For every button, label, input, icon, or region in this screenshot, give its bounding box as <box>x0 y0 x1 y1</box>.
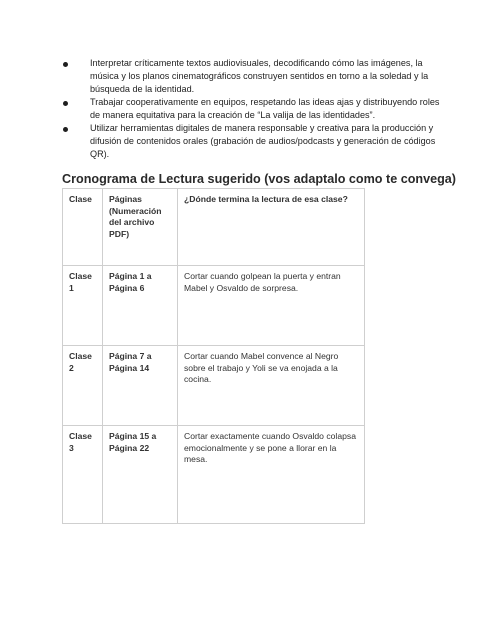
bullet-icon <box>63 127 68 132</box>
table-row <box>63 346 365 426</box>
cell-paginas: Página 15 a Página 22 <box>103 426 178 524</box>
cell-paginas: Página 7 a Página 14 <box>103 346 178 426</box>
column-header-clase: Clase <box>63 189 103 266</box>
bullet-text: Interpretar críticamente textos audiovisuales, decodificando cómo las imágenes, la música y los planos cinematográficos construyen sentidos en torno a la soledad y la búsqueda de la identidad. <box>90 58 429 94</box>
cell-clase: Clase 2 <box>63 346 103 426</box>
table-row <box>63 266 365 346</box>
cell-fin: Cortar exactamente cuando Osvaldo colapsa emocionalmente y se pone a llorar en la mesa. <box>178 426 365 524</box>
reading-schedule-table <box>62 188 365 524</box>
bullet-text: Trabajar cooperativamente en equipos, respetando las ideas ajas y distribuyendo roles de manera equitativa para la creación de “La valija de las identidades”. <box>90 97 440 120</box>
cell-clase: Clase 3 <box>63 426 103 524</box>
bullet-icon <box>63 101 68 106</box>
column-header-paginas: Páginas (Numeración del archivo PDF) <box>103 189 178 266</box>
list-item <box>62 57 442 96</box>
cell-clase: Clase 1 <box>63 266 103 346</box>
bullet-text: Utilizar herramientas digitales de manera responsable y creativa para la producción y difusión de contenidos orales (grabación de audios/podcasts y generación de códigos QR). <box>90 123 436 159</box>
section-heading: Cronograma de Lectura sugerido (vos adaptalo como te convega) <box>62 172 456 186</box>
list-item <box>62 96 442 122</box>
table-header-row <box>63 189 365 266</box>
column-header-fin: ¿Dónde termina la lectura de esa clase? <box>178 189 365 266</box>
cell-fin: Cortar cuando golpean la puerta y entran Mabel y Osvaldo de sorpresa. <box>178 266 365 346</box>
table-row <box>63 426 365 524</box>
list-item <box>62 122 442 161</box>
bullet-icon <box>63 62 68 67</box>
cell-fin: Cortar cuando Mabel convence al Negro sobre el trabajo y Yoli se va enojada a la cocina. <box>178 346 365 426</box>
objectives-list <box>62 57 442 161</box>
cell-paginas: Página 1 a Página 6 <box>103 266 178 346</box>
